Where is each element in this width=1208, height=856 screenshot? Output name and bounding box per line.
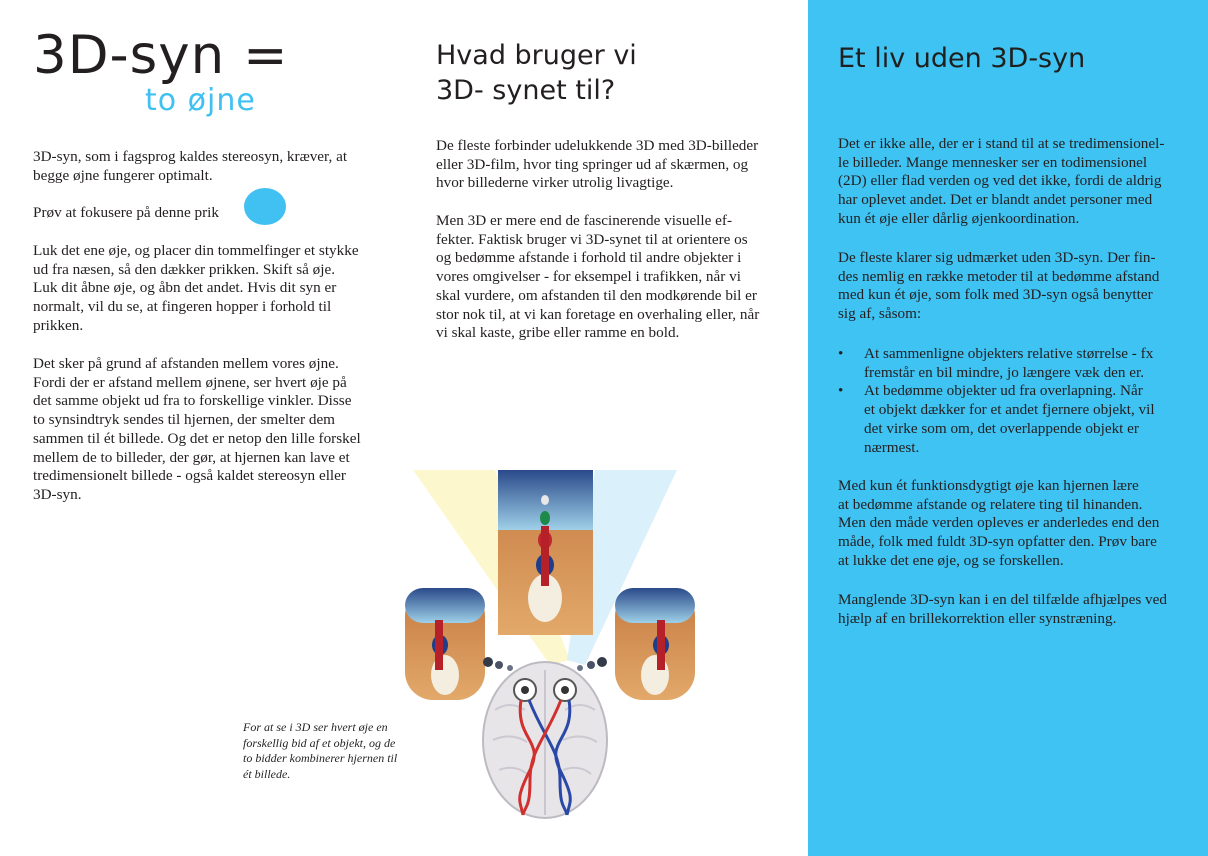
explanation-paragraph: Det sker på grund af afstanden mellem vores øjne. Fordi der er afstand mellem øjnene, ser hvert øje på det samme objekt ud fra to forskellige vinkler. Disse to synsindtryk sendes til hjernen, der smelter dem sammen til ét billede. Og det er netop den lille forskel mellem de to billeder, der gør, at hjernen kan lave et tredimensionelt billede - også kaldet stereosyn eller 3D-syn. [33, 355, 361, 503]
life-paragraph-2: De fleste klarer sig udmærket uden 3D-syn. Der fin- des nemlig en række metoder til at bedømme afstand med kun ét øje, som folk med 3D-syn også benytter sig af, såsom: [838, 249, 1160, 323]
focus-dot [244, 188, 286, 225]
life-paragraph-3: Med kun ét funktionsdygtigt øje kan hjernen lære at bedømme afstande og relatere ting til hinanden. Men den måde verden opleves er anderledes end den måde, folk med fuldt 3D-syn opfatter den. Prøv bare at lukke det ene øje, og se forskellen. [838, 477, 1160, 569]
usage-paragraph-2: Men 3D er mere end de fascinerende visuelle ef- fekter. Faktisk bruger vi 3D-synet til at orientere os og bedømme afstande i forhold til andre objekter i vores omgivelser - for eksempel i trafikken, når vi skal vurdere, om afstanden til den modkørende bil er stor nok til, at vi kan foretage en overhaling eller, når vi skal kaste, gribe eller ramme en bold. [436, 212, 760, 342]
page-title: 3D-syn = [33, 25, 289, 86]
methods-list [838, 345, 1178, 457]
list-item: • At bedømme objekter ud fra overlapning. Når et objekt dækker for et andet fjernere objekt, vil det virke som om, det overlappende objekt er nærmest. [838, 382, 1178, 457]
intro-paragraph: 3D-syn, som i fagsprog kaldes stereosyn, kræver, at begge øjne fungerer optimalt. [33, 148, 348, 184]
right-eye-image [615, 588, 695, 700]
list-item: • At sammenligne objekters relative størrelse - fx fremstår en bil mindre, jo længere væk den er. [838, 345, 1178, 382]
page-subtitle: to øjne [145, 83, 256, 118]
life-paragraph-1: Det er ikke alle, der er i stand til at se tredimensionel- le billeder. Mange mennesker ser en todimensionel (2D) eller flad verden og ved det ikke, fordi de aldrig har oplevet andet. Det er blandt andet personer med kun ét øje eller dårlig øjenkoordination. [838, 135, 1165, 227]
center-image [498, 470, 593, 635]
stereo-vision-illustration [395, 470, 695, 820]
brain-diagram [483, 662, 607, 818]
section-heading-usage: Hvad bruger vi 3D- synet til? [436, 40, 637, 106]
dot-prompt: Prøv at fokusere på denne prik [33, 204, 219, 221]
instruction-paragraph: Luk det ene øje, og placer din tommelfinger et stykke ud fra næsen, så den dækker prikken. Skift så øje. Luk dit åbne øje, og åbn det andet. Hvis dit syn er normalt, vil du se, at fingeren hopper i forhold til prikken. [33, 242, 359, 334]
life-paragraph-4: Manglende 3D-syn kan i en del tilfælde afhjælpes ved hjælp af en brillekorrektion eller synstræning. [838, 591, 1167, 627]
left-eye-image [405, 588, 485, 700]
illustration-caption: For at se i 3D ser hvert øje en forskellig bid af et objekt, og de to bidder kombinerer hjernen til ét billede. [243, 720, 398, 781]
usage-paragraph-1: De fleste forbinder udelukkende 3D med 3D-billeder eller 3D-film, hvor ting springer ud af skærmen, og hvor billederne virker utrolig livagtige. [436, 137, 759, 192]
section-heading-life: Et liv uden 3D-syn [838, 43, 1086, 74]
